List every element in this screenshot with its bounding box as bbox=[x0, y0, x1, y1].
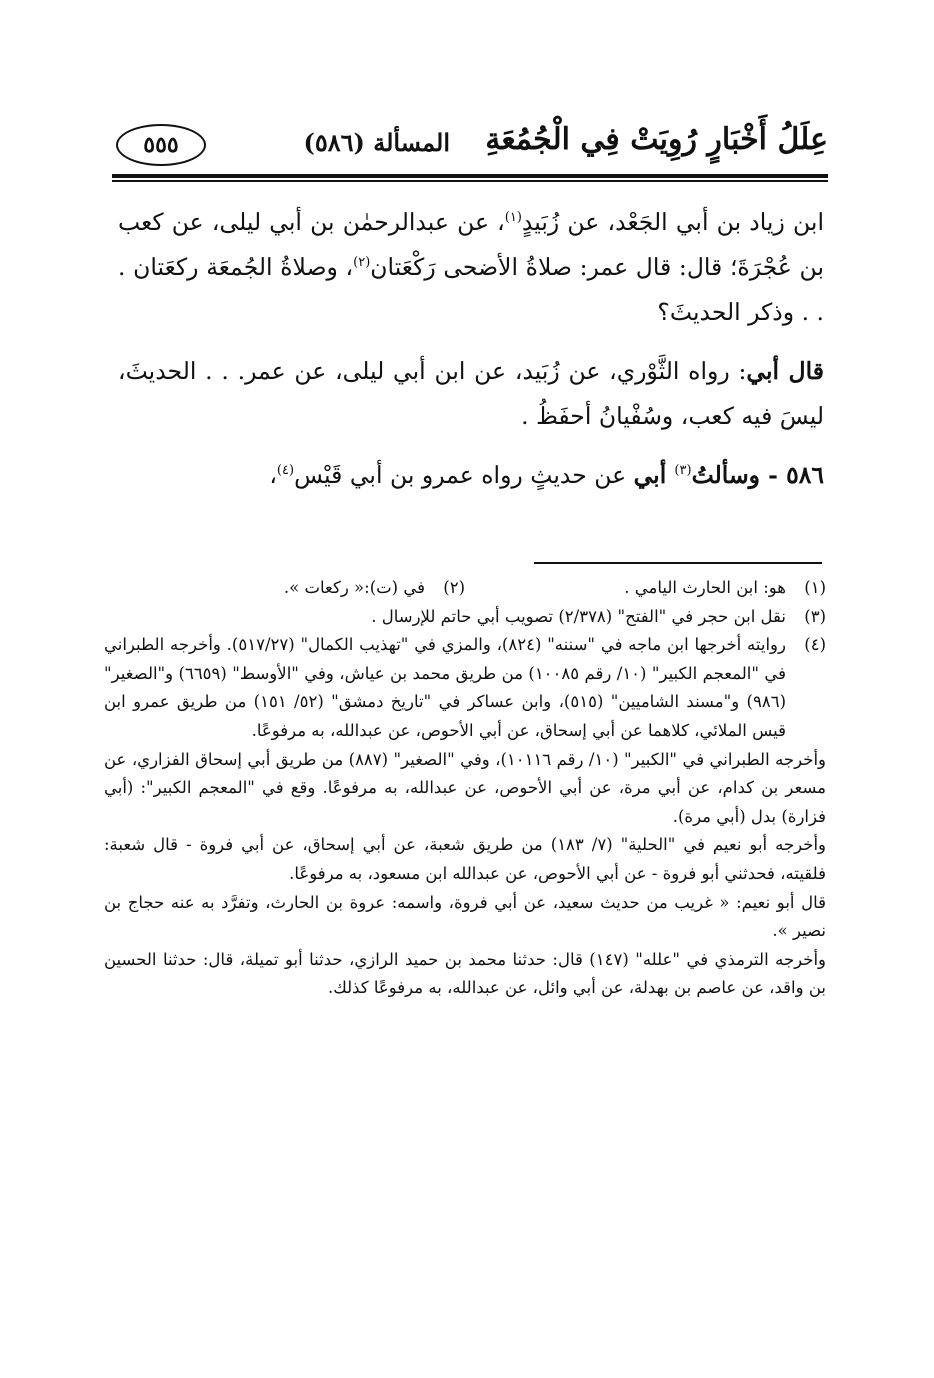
footnote-ref-3: (٣) bbox=[674, 463, 692, 479]
footnote-separator bbox=[534, 562, 822, 564]
issue-label: المسألة (٥٨٦) bbox=[303, 128, 450, 157]
footnote-ref-2: (٢) bbox=[353, 255, 371, 271]
main-paragraph-2 bbox=[118, 349, 824, 439]
footnote-3 bbox=[104, 603, 826, 632]
header-rule-thin bbox=[112, 180, 828, 182]
footnote-text: في (ت):« ركعات ». bbox=[283, 578, 425, 597]
text-span: ابن زياد بن أبي الجَعْد، عن زُبَيدٍ bbox=[521, 208, 824, 236]
footnote-2 bbox=[104, 574, 465, 603]
page-number: ٥٥٥ bbox=[116, 124, 206, 166]
lead-phrase: قال أبي bbox=[746, 357, 824, 385]
text-span: ، وصلاةُ الجُمعَة ركعَتان . . . وذكر الحديثَ؟ bbox=[118, 253, 824, 326]
footnote-number: (٤) bbox=[804, 635, 826, 655]
footnote-text bbox=[104, 631, 786, 745]
running-title: عِلَلُ أَخْبَارٍ رُوِيَتْ فِي الْجُمُعَةِ bbox=[485, 122, 828, 157]
main-paragraph-3 bbox=[118, 453, 824, 498]
footnote-text: نقل ابن حجر في "الفتح" (٢/٣٧٨) تصويب أبي حاتم للإرسال . bbox=[371, 606, 786, 626]
text-span: ، عن عبدالرحمٰن بن أبي ليلى، عن كعب بن عُجْرَةَ؛ قال: قال عمر: صلاةُ الأضحى رَكْعَتان bbox=[118, 208, 824, 281]
footnote-4 bbox=[104, 631, 826, 745]
text-span: ، bbox=[269, 461, 277, 489]
footnote-paragraph: وأخرجه الطبراني في "الكبير" (١٠/ رقم ١٠١١٦)، وفي "الصغير" (٨٨٧) من طريق أبي إسحاق الفزاري، عن مسعر بن كدام، عن أبي مرة، عن أبي الأحوص، عن عبدالله، به مرفوعًا. وقع في "المعجم الكبير": (أبي فزارة) بدل (أبي مرة). bbox=[104, 749, 826, 826]
main-text bbox=[118, 200, 824, 512]
footnote-number: (٢) bbox=[443, 578, 465, 597]
footnote-number: (١) bbox=[804, 578, 826, 597]
issue-heading: ٥٨٦ - وسألتُ bbox=[691, 461, 824, 489]
header-rule-thick bbox=[112, 174, 828, 178]
footnote-1 bbox=[465, 574, 826, 603]
footnote-paragraph: روايته أخرجها ابن ماجه في "سننه" (٨٢٤)، والمزي في "تهذيب الكمال" (٥١٧/٢٧). وأخرجه الطبراني في "المعجم الكبير" (١٠/ رقم ١٠٠٨٥) من طريق محمد بن عياش، وفي "الأوسط" (٦٦٥٩) و"الصغير" (٩٨٦) و"مسند الشاميين" (٥١٥)، وابن عساكر في "تاريخ دمشق" (٥٢/ ١٥١) من طريق عمرو ابن قيس الملائي، كلاهما عن أبي إسحاق، عن أبي الأحوص، عن عبدالله، به مرفوعًا. bbox=[104, 635, 787, 740]
text-span: : رواه الثَّوْري، عن زُبَيد، عن ابن أبي ليلى، عن عمر. . . الحديثَ، ليسَ فيه كعب، وسُفْيانُ أحفَظُ . bbox=[118, 357, 824, 430]
main-paragraph-1 bbox=[118, 200, 824, 335]
footnote-number: (٣) bbox=[804, 606, 826, 626]
footnotes bbox=[104, 574, 826, 1003]
page-header bbox=[112, 108, 828, 174]
footnote-ref-1: (١) bbox=[504, 210, 522, 226]
footnote-paragraph: قال أبو نعيم: « غريب من حديث سعيد، عن أبي فروة، واسمه: عروة بن الحارث، وتفرَّد به عنه حجاج بن نصير ». bbox=[104, 892, 826, 941]
footnote-text: هو: ابن الحارث اليامي . bbox=[624, 578, 786, 597]
footnote-paragraph: وأخرجه الترمذي في "علله" (١٤٧) قال: حدثنا محمد بن حميد الرازي، حدثنا أبو تميلة، قال: حدثنا الحسين بن واقد، عن عاصم بن بهدلة، عن أبي وائل، عن عبدالله، به مرفوعًا كذلك. bbox=[104, 949, 826, 998]
footnote-row-1-2 bbox=[104, 574, 826, 603]
text-span: عن حديثٍ رواه عمرو بن أبي قَيْس bbox=[294, 461, 634, 489]
footnote-paragraph: وأخرجه أبو نعيم في "الحلية" (٧/ ١٨٣) من طريق شعبة، عن أبي إسحاق، عن أبي فروة - قال شعبة: فلقيته، فحدثني أبو فروة - عن أبي الأحوص، عن عبدالله ابن مسعود، به مرفوعًا. bbox=[104, 835, 826, 883]
lead-phrase: أبي bbox=[633, 461, 675, 489]
footnote-ref-4: (٤) bbox=[276, 463, 295, 479]
